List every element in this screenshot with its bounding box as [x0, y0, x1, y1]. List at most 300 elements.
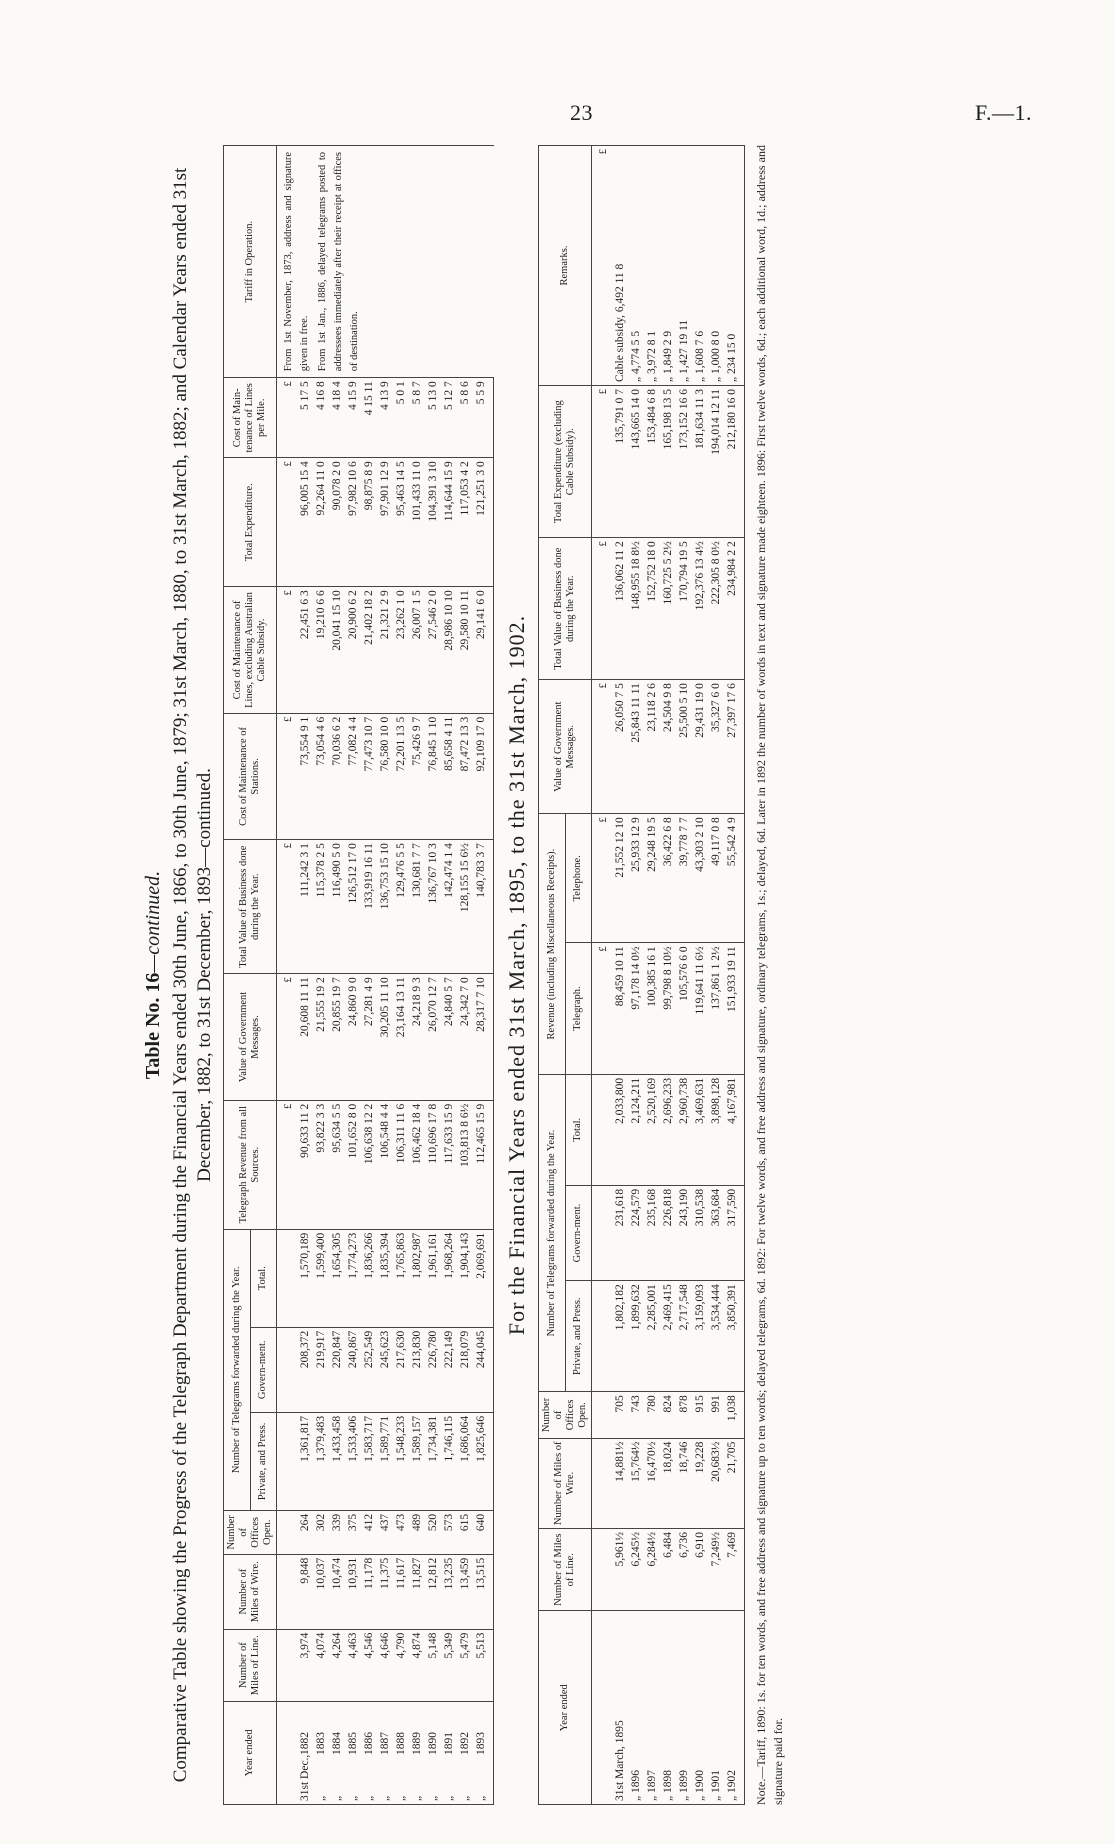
cell-bus: 130,681 7 7 [409, 840, 425, 974]
cell-sta: 85,658 4 11 [441, 713, 457, 839]
cell-priv: 2,717,548 [676, 1281, 692, 1392]
cell-gval: 29,431 19 0 [692, 680, 708, 814]
cell-lin: 23,262 1 0 [393, 587, 409, 713]
header-revenue: Telegraph Revenue from all Sources. [224, 1100, 277, 1229]
cell-line: 4,790 [393, 1629, 409, 1701]
table-row [692, 146, 708, 1805]
row-year-label [297, 1701, 313, 1804]
cell-priv: 1,686,064 [457, 1412, 473, 1510]
cell-wire: 11,827 [409, 1554, 425, 1629]
units-row [592, 146, 613, 1805]
cell-bus: 129,476 5 5 [393, 840, 409, 974]
cell-rev: 106,638 12 2 [361, 1100, 377, 1229]
cell-off: 339 [329, 1510, 345, 1554]
unit-label: £ [277, 458, 298, 587]
tariff-note: Note.—Tariff, 1890: 1s. for ten words, and free address and signature up to ten words; delayed telegrams, 6d. 1892: For twelve words, and free address and signature, ordinary telegrams, 1s.; delayed, 6d. Later in 1892 the number of words in text and signature made eighteen. 1896: First twelve words, 6d.; each additional word, 1d.; address and signature paid for. [754, 145, 785, 1805]
cell-gval: 23,118 2 6 [644, 680, 660, 814]
cell-gov: 235,168 [644, 1185, 660, 1280]
cell-sta: 76,580 10 0 [377, 713, 393, 839]
cell-priv: 1,433,458 [329, 1412, 345, 1510]
cell-gov: 252,549 [361, 1327, 377, 1412]
cell-lin: 29,141 6 0 [473, 587, 494, 713]
cell-line: 4,646 [377, 1629, 393, 1701]
row-year: 1888 [395, 1732, 407, 1755]
cell-rem: „ 3,972 8 1 [644, 146, 660, 386]
cell-tot: 2,696,233 [660, 1074, 676, 1185]
cell-bus: 142,474 1 4 [441, 840, 457, 974]
cell-gov: 363,684 [708, 1185, 724, 1280]
cell-gval: 28,317 7 10 [473, 974, 494, 1100]
cell-rev: 95,634 5 5 [329, 1100, 345, 1229]
row-year: 1889 [411, 1732, 423, 1755]
cell-gval: 24,504 9 8 [660, 680, 676, 814]
cell-line: 4,264 [329, 1629, 345, 1701]
cell-pm: 5 0 1 [393, 378, 409, 458]
table-subtitle: Comparative Table showing the Progress of the Telegraph Department during the Financial Years ended 30th June, 1866, to 30th June, 1879; 31st March, 1880, to 31st March, 1882; and Calendar Years ended 31st December, 1882, to 31st December, 1893—continued. [170, 167, 215, 1783]
cell-line: 5,148 [425, 1629, 441, 1701]
unit-label: £ [592, 680, 613, 814]
cell-pm: 5 8 7 [409, 378, 425, 458]
header-miles-line: Number of Miles of Line. [224, 1629, 277, 1701]
row-year-label [345, 1701, 361, 1804]
cell-tp: 39,778 7 7 [676, 814, 692, 943]
cell-gov: 231,618 [612, 1185, 628, 1280]
header-year: Year ended [224, 1701, 277, 1804]
cell-exp: 117,053 4 2 [457, 458, 473, 587]
row-year-prefix: „ [331, 1795, 343, 1801]
table-row [377, 146, 393, 1805]
table-row [612, 146, 628, 1805]
cell-gval: 20,608 11 11 [297, 974, 313, 1100]
row-year: 1886 [363, 1732, 375, 1755]
cell-pm: 5 8 6 [457, 378, 473, 458]
cell-off: 412 [361, 1510, 377, 1554]
cell-wire: 11,617 [393, 1554, 409, 1629]
table-row [313, 146, 329, 1805]
cell-exp: 194,014 12 11 [708, 386, 724, 538]
header-business: Total Value of Business done during the Year. [224, 840, 277, 974]
cell-bus: 126,512 17 0 [345, 840, 361, 974]
cell-off: 520 [425, 1510, 441, 1554]
header-government: Govern-ment. [565, 1185, 592, 1280]
cell-off: 573 [441, 1510, 457, 1554]
cell-priv: 2,469,415 [660, 1281, 676, 1392]
cell-label: „ 1901 [708, 1611, 724, 1805]
cell-tp: 43,303 2 10 [692, 814, 708, 943]
header-offices: Number of Offices Open. [224, 1510, 277, 1554]
cell-off: 824 [660, 1392, 676, 1438]
row-year-prefix: „ [395, 1795, 407, 1801]
header-stations: Cost of Maintenance of Stations. [224, 713, 277, 839]
cell-pm: 5 5 9 [473, 378, 494, 458]
header-govt-value: Value of Government Messages. [539, 680, 592, 814]
cell-wire: 21,705 [724, 1438, 745, 1528]
header-miles-wire: Number of Miles of Wire. [224, 1554, 277, 1629]
table-title-suffix: —continued. [142, 870, 164, 973]
row-year-label [377, 1701, 393, 1804]
cell-bus: 136,062 11 2 [612, 538, 628, 680]
cell-tg: 100,385 16 1 [644, 943, 660, 1075]
cell-exp: 95,463 14 5 [393, 458, 409, 587]
cell-tot: 2,520,169 [644, 1074, 660, 1185]
cell-exp: 92,264 11 0 [313, 458, 329, 587]
row-year: 1883 [315, 1732, 327, 1755]
cell-priv: 3,534,444 [708, 1281, 724, 1392]
table-row [660, 146, 676, 1805]
cell-tot: 1,961,161 [425, 1229, 441, 1327]
cell-bus: 111,242 3 1 [297, 840, 313, 974]
cell-rev: 101,652 8 0 [345, 1100, 361, 1229]
table-title [142, 145, 165, 1805]
table-row [644, 146, 660, 1805]
cell-off: 437 [377, 1510, 393, 1554]
cell-tot: 1,802,987 [409, 1229, 425, 1327]
cell-bus: 234,984 2 2 [724, 538, 745, 680]
cell-tg: 119,641 11 6½ [692, 943, 708, 1075]
cell-line: 6,245½ [628, 1528, 644, 1611]
cell-sta: 73,554 9 1 [297, 713, 313, 839]
table-row [457, 146, 473, 1805]
row-year-prefix: „ [363, 1795, 375, 1801]
cell-wire: 19,228 [692, 1438, 708, 1528]
cell-tp: 36,422 6 8 [660, 814, 676, 943]
cell-exp: 153,484 6 8 [644, 386, 660, 538]
cell-lin: 26,007 1 5 [409, 587, 425, 713]
cell-off: 780 [644, 1392, 660, 1438]
row-year-prefix: „ [443, 1795, 455, 1801]
cell-off: 302 [313, 1510, 329, 1554]
cell-priv: 1,589,771 [377, 1412, 393, 1510]
cell-sta: 70,036 6 2 [329, 713, 345, 839]
cell-lin: 27,546 2 0 [425, 587, 441, 713]
row-year: 1890 [427, 1732, 439, 1755]
cell-exp: 90,078 2 0 [329, 458, 345, 587]
cell-pm: 4 15 11 [361, 378, 377, 458]
table-row [425, 146, 441, 1805]
header-private: Private, and Press. [250, 1412, 277, 1510]
header-remarks: Remarks. [539, 146, 592, 386]
header-miles-wire: Number of Miles of Wire. [539, 1438, 592, 1528]
cell-gov: 222,149 [441, 1327, 457, 1412]
cell-tp: 55,542 4 9 [724, 814, 745, 943]
cell-gov: 310,538 [692, 1185, 708, 1280]
cell-tot: 1,836,266 [361, 1229, 377, 1327]
cell-wire: 14,881½ [612, 1438, 628, 1528]
cell-tot: 2,960,738 [676, 1074, 692, 1185]
row-year: 1891 [443, 1732, 455, 1755]
cell-sta: 75,426 9 7 [409, 713, 425, 839]
cell-bus: 116,490 5 0 [329, 840, 345, 974]
header-lines: Cost of Maintenance of Lines, excluding Australian Cable Subsidy. [224, 587, 277, 713]
units-row [277, 146, 298, 1805]
unit-label: £ [277, 840, 298, 974]
table-row [361, 146, 377, 1805]
cell-off: 489 [409, 1510, 425, 1554]
cell-wire: 11,375 [377, 1554, 393, 1629]
header-per-mile: Cost of Main-tenance of Lines per Mile. [224, 378, 277, 458]
cell-gval: 35,327 6 0 [708, 680, 724, 814]
cell-off: 615 [457, 1510, 473, 1554]
cell-sta: 92,109 17 0 [473, 713, 494, 839]
tariff-paragraph-2: From 1st Jan., 1886, delayed telegrams posted to addressees immediately after their receipt at offices of destination. [317, 152, 360, 372]
header-govt-value: Value of Government Messages. [224, 974, 277, 1100]
row-year-label [441, 1701, 457, 1804]
cell-priv: 2,285,001 [644, 1281, 660, 1392]
cell-rev: 103,813 8 6½ [457, 1100, 473, 1229]
cell-gov: 208,372 [297, 1327, 313, 1412]
cell-wire: 13,515 [473, 1554, 494, 1629]
header-miles-line: Number of Miles of Line. [539, 1528, 592, 1611]
cell-label: „ 1896 [628, 1611, 644, 1805]
cell-tot: 1,599,400 [313, 1229, 329, 1327]
cell-off: 705 [612, 1392, 628, 1438]
cell-tg: 88,459 10 11 [612, 943, 628, 1075]
cell-tg: 99,798 8 10½ [660, 943, 676, 1075]
header-business: Total Value of Business done during the Year. [539, 538, 592, 680]
cell-off: 915 [692, 1392, 708, 1438]
cell-rev: 106,462 18 4 [409, 1100, 425, 1229]
cell-gval: 24,342 7 0 [457, 974, 473, 1100]
header-private: Private, and Press. [565, 1281, 592, 1392]
header-government: Govern-ment. [250, 1327, 277, 1412]
cell-wire: 20,683½ [708, 1438, 724, 1528]
row-year-prefix: „ [459, 1795, 471, 1801]
cell-gval: 23,164 13 11 [393, 974, 409, 1100]
row-year-prefix: 31st Dec., [299, 1754, 311, 1801]
header-total: Total. [565, 1074, 592, 1185]
cell-gov: 317,590 [724, 1185, 745, 1280]
cell-wire: 10,474 [329, 1554, 345, 1629]
cell-rev: 112,465 15 9 [473, 1100, 494, 1229]
unit-label: £ [277, 378, 298, 458]
table-title-text: Table No. 16 [142, 972, 164, 1080]
cell-wire: 9,848 [297, 1554, 313, 1629]
cell-rem: „ 1,849 2 9 [660, 146, 676, 386]
cell-bus: 136,753 15 10 [377, 840, 393, 974]
second-table-period: For the Financial Years ended 31st March, 1895, to the 31st March, 1902. [504, 614, 529, 1336]
cell-sta: 77,473 10 7 [361, 713, 377, 839]
cell-rev: 117,633 15 9 [441, 1100, 457, 1229]
cell-tot: 1,968,264 [441, 1229, 457, 1327]
table-row [724, 146, 745, 1805]
cell-line: 4,463 [345, 1629, 361, 1701]
cell-rev: 90,633 11 2 [297, 1100, 313, 1229]
header-total: Total. [250, 1229, 277, 1327]
cell-off: 375 [345, 1510, 361, 1554]
cell-line: 6,736 [676, 1528, 692, 1611]
cell-exp: 97,982 10 6 [345, 458, 361, 587]
cell-gov: 245,623 [377, 1327, 393, 1412]
cell-line: 5,513 [473, 1629, 494, 1701]
cell-priv: 3,159,093 [692, 1281, 708, 1392]
cell-tot: 3,469,631 [692, 1074, 708, 1185]
cell-rem: „ 1,000 8 0 [708, 146, 724, 386]
cell-bus: 128,155 15 6½ [457, 840, 473, 974]
cell-gov: 224,579 [628, 1185, 644, 1280]
row-year-label [329, 1701, 345, 1804]
cell-gov: 220,847 [329, 1327, 345, 1412]
cell-sta: 76,845 1 10 [425, 713, 441, 839]
cell-gov: 240,867 [345, 1327, 361, 1412]
table-row [409, 146, 425, 1805]
cell-tg: 151,933 19 11 [724, 943, 745, 1075]
cell-tot: 4,167,981 [724, 1074, 745, 1185]
cell-gov: 219,917 [313, 1327, 329, 1412]
rotated-page-content [140, 145, 1080, 1805]
table-row [297, 146, 313, 1805]
cell-lin: 29,580 10 11 [457, 587, 473, 713]
cell-tp: 25,933 12 9 [628, 814, 644, 943]
cell-label: „ 1898 [660, 1611, 676, 1805]
cell-gov: 226,818 [660, 1185, 676, 1280]
cell-tg: 137,861 1 2½ [708, 943, 724, 1075]
cell-off: 1,038 [724, 1392, 745, 1438]
cell-lin: 20,900 6 2 [345, 587, 361, 713]
cell-gov: 244,045 [473, 1327, 494, 1412]
row-year-label [313, 1701, 329, 1804]
table-row [473, 146, 494, 1805]
cell-gov: 226,780 [425, 1327, 441, 1412]
cell-off: 991 [708, 1392, 724, 1438]
cell-off: 264 [297, 1510, 313, 1554]
cell-sta: 72,201 13 5 [393, 713, 409, 839]
cell-bus: 115,378 2 5 [313, 840, 329, 974]
table-row [345, 146, 361, 1805]
cell-lin: 22,451 6 3 [297, 587, 313, 713]
tariff-paragraph-1: From 1st November, 1873, address and signature given in free. [283, 152, 310, 372]
cell-rev: 106,548 4 4 [377, 1100, 393, 1229]
cell-sta: 77,082 4 4 [345, 713, 361, 839]
cell-gval: 26,050 7 5 [612, 680, 628, 814]
cell-gval: 21,555 19 2 [313, 974, 329, 1100]
cell-priv: 1,825,646 [473, 1412, 494, 1510]
cell-gval: 26,070 12 7 [425, 974, 441, 1100]
cell-line: 4,546 [361, 1629, 377, 1701]
cell-line: 3,974 [297, 1629, 313, 1701]
row-year-prefix: „ [379, 1795, 391, 1801]
unit-label: £ [277, 713, 298, 839]
header-offices: Number of Offices Open. [539, 1392, 592, 1438]
cell-rem: „ 1,608 7 6 [692, 146, 708, 386]
cell-bus: 222,305 8 0½ [708, 538, 724, 680]
row-year-label [425, 1701, 441, 1804]
cell-tot: 1,774,273 [345, 1229, 361, 1327]
row-year-prefix: „ [315, 1795, 327, 1801]
cell-lin: 20,041 15 10 [329, 587, 345, 713]
cell-rem: „ 234 15 0 [724, 146, 745, 386]
cell-pm: 4 13 9 [377, 378, 393, 458]
row-year: 1882 [299, 1732, 311, 1755]
cell-wire: 13,235 [441, 1554, 457, 1629]
cell-bus: 136,767 10 3 [425, 840, 441, 974]
tariff-cell [277, 146, 494, 378]
cell-wire: 12,812 [425, 1554, 441, 1629]
cell-line: 6,484 [660, 1528, 676, 1611]
cell-bus: 170,794 19 5 [676, 538, 692, 680]
cell-rev: 110,696 17 8 [425, 1100, 441, 1229]
cell-rem: „ 1,427 19 11 [676, 146, 692, 386]
cell-wire: 13,459 [457, 1554, 473, 1629]
header-revenue-group: Revenue (including Miscellaneous Receipts). [539, 814, 566, 1075]
row-year-prefix: „ [475, 1795, 487, 1801]
row-year: 1893 [475, 1732, 487, 1755]
cell-line: 7,249½ [708, 1528, 724, 1611]
cell-tp: 49,117 0 8 [708, 814, 724, 943]
cell-priv: 1,589,157 [409, 1412, 425, 1510]
row-year: 1887 [379, 1732, 391, 1755]
cell-exp: 98,875 8 9 [361, 458, 377, 587]
cell-gov: 217,630 [393, 1327, 409, 1412]
row-year: 1892 [459, 1732, 471, 1755]
cell-priv: 1,734,381 [425, 1412, 441, 1510]
cell-sta: 87,472 13 3 [457, 713, 473, 839]
cell-rem: „ 4,774 5 5 [628, 146, 644, 386]
cell-priv: 1,361,817 [297, 1412, 313, 1510]
cell-gval: 24,860 9 0 [345, 974, 361, 1100]
cell-lin: 28,986 10 10 [441, 587, 457, 713]
cell-bus: 148,955 18 8½ [628, 538, 644, 680]
cell-line: 4,874 [409, 1629, 425, 1701]
cell-tot: 1,765,863 [393, 1229, 409, 1327]
cell-gval: 24,218 9 3 [409, 974, 425, 1100]
unit-label: £ [277, 587, 298, 713]
cell-off: 640 [473, 1510, 494, 1554]
cell-bus: 133,919 16 11 [361, 840, 377, 974]
cell-gval: 24,840 5 7 [441, 974, 457, 1100]
cell-line: 7,469 [724, 1528, 745, 1611]
row-year: 1885 [347, 1732, 359, 1755]
cell-pm: 4 18 4 [329, 378, 345, 458]
cell-bus: 152,752 18 0 [644, 538, 660, 680]
cell-label: „ 1902 [724, 1611, 745, 1805]
unit-label: £ [592, 943, 613, 1075]
cell-lin: 21,321 2 9 [377, 587, 393, 713]
cell-line: 5,479 [457, 1629, 473, 1701]
cell-off: 743 [628, 1392, 644, 1438]
cell-tot: 1,570,189 [297, 1229, 313, 1327]
cell-gval: 27,397 17 6 [724, 680, 745, 814]
cell-rem: Cable subsidy, 6,492 11 8 [612, 146, 628, 386]
cell-wire: 10,931 [345, 1554, 361, 1629]
cell-wire: 18,024 [660, 1438, 676, 1528]
cell-wire: 10,037 [313, 1554, 329, 1629]
cell-label: „ 1900 [692, 1611, 708, 1805]
cell-priv: 1,379,483 [313, 1412, 329, 1510]
cell-exp: 143,665 14 0 [628, 386, 644, 538]
header-expenditure: Total Expenditure (excluding Cable Subsidy). [539, 386, 592, 538]
cell-wire: 11,178 [361, 1554, 377, 1629]
cell-exp: 96,005 15 4 [297, 458, 313, 587]
cell-tot: 2,033,800 [612, 1074, 628, 1185]
cell-tot: 2,124,211 [628, 1074, 644, 1185]
cell-pm: 4 16 8 [313, 378, 329, 458]
cell-pm: 5 17 5 [297, 378, 313, 458]
cell-wire: 15,764½ [628, 1438, 644, 1528]
header-expenditure: Total Expenditure. [224, 458, 277, 587]
row-year: 1884 [331, 1732, 343, 1755]
cell-priv: 3,850,391 [724, 1281, 745, 1392]
cell-gval: 25,843 11 11 [628, 680, 644, 814]
cell-bus: 192,376 13 4½ [692, 538, 708, 680]
unit-label: £ [277, 974, 298, 1100]
cell-line: 6,284½ [644, 1528, 660, 1611]
cell-exp: 114,644 15 9 [441, 458, 457, 587]
table-row [708, 146, 724, 1805]
cell-priv: 1,583,717 [361, 1412, 377, 1510]
cell-exp: 121,251 3 0 [473, 458, 494, 587]
cell-gov: 243,190 [676, 1185, 692, 1280]
unit-label: £ [592, 386, 613, 538]
